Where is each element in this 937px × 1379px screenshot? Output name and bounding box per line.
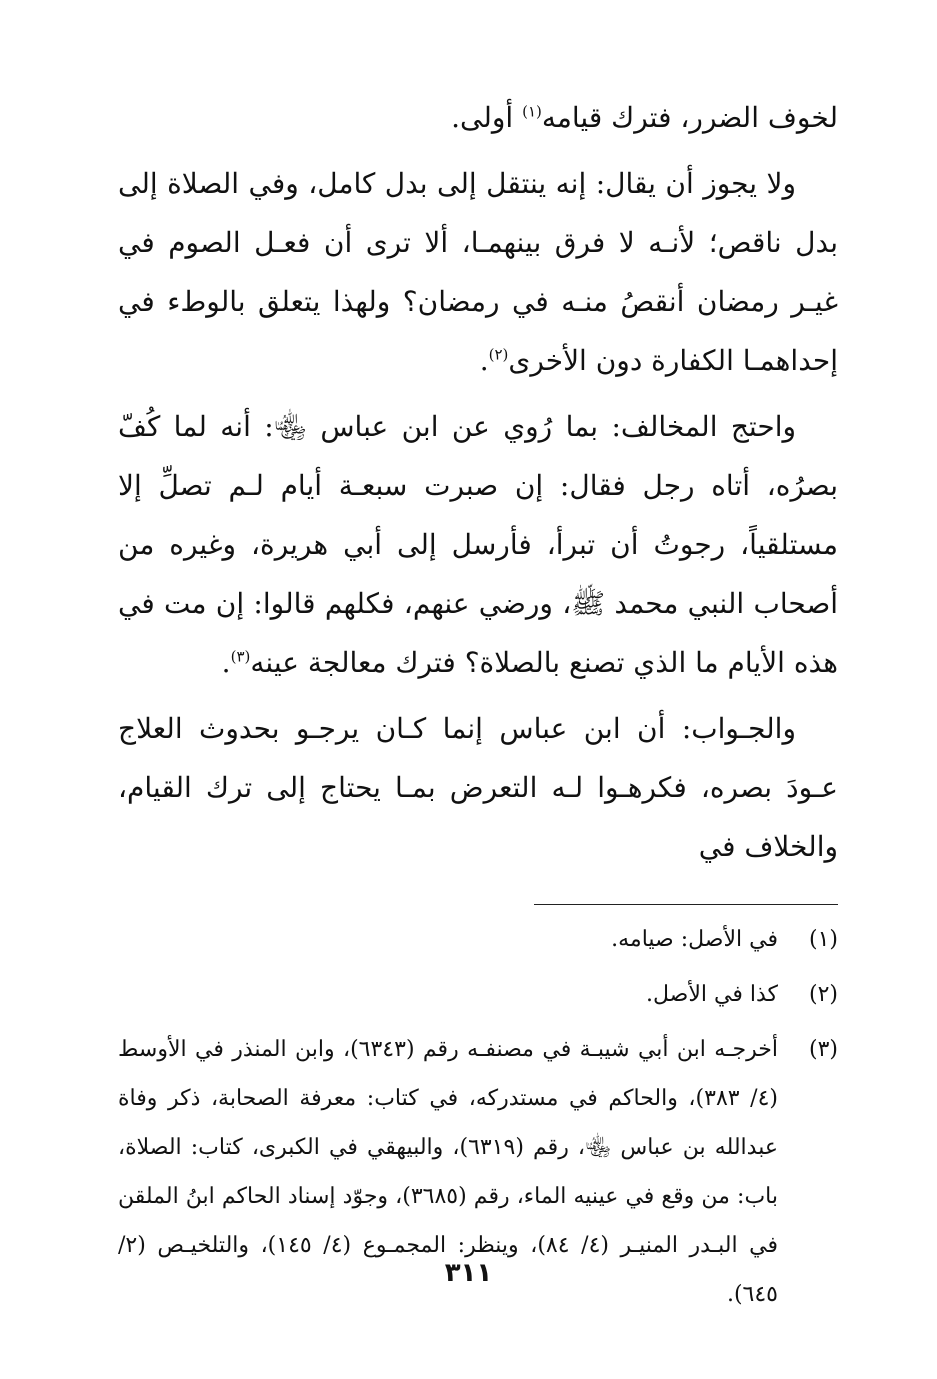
paragraph-2-tail: . bbox=[479, 344, 489, 377]
footnote-1 bbox=[118, 915, 838, 964]
footnote-number: (٣) bbox=[808, 1037, 838, 1062]
paragraph-1 bbox=[118, 88, 838, 147]
paragraph-2-text: ولا يجوز أن يقال: إنه ينتقل إلى بدل كامل، وفي الصلاة إلى بدل ناقص؛ لأنـه لا فرق بينهمـا، ألا ترى أن فعـل الصوم في غيـر رمضان أنقصُ منـه في رمضان؟ ولهذا يتعلق بالوطء في إحداهمـا الكفارة دون الأخرى bbox=[118, 167, 839, 377]
paragraph-3 bbox=[118, 397, 838, 692]
footnote-text: في الأصل: صيامه. bbox=[611, 927, 778, 952]
paragraph-4-text: والجـواب: أن ابن عباس إنما كـان يرجـو بحدوث العلاج عـودَ بصره، فكرهـوا لـه التعرض بمـا يحتاج إلى ترك القيام، والخلاف في bbox=[118, 712, 838, 863]
paragraph-2 bbox=[118, 154, 838, 390]
footnote-ref-3[interactable]: (٣) bbox=[230, 647, 251, 666]
footnote-2 bbox=[118, 970, 838, 1019]
paragraph-1-tail: أولى. bbox=[451, 101, 523, 134]
page-body bbox=[118, 88, 838, 1319]
paragraph-1-text: لخوف الضرر، فترك قيامه bbox=[541, 101, 838, 134]
footnote-text: كذا في الأصل. bbox=[646, 982, 778, 1007]
page-number: ٣١١ bbox=[444, 1258, 493, 1288]
footnote-ref-2[interactable]: (٢) bbox=[488, 345, 509, 364]
paragraph-3-tail: . bbox=[221, 646, 231, 679]
paragraph-4 bbox=[118, 699, 838, 876]
footnote-divider bbox=[534, 904, 838, 905]
paragraph-3-text: واحتج المخالف: بما رُوي عن ابن عباس ﵄: أنه لما كُفّ بصرُه، أتاه رجل فقال: إن صبرت سبعـة أيام لـم تصلِّ إلا مستلقياً، رجوتُ أن تبرأ، فأرسل إلى أبي هريرة، وغيره من أصحاب النبي محمد ﷺ، ورضي عنهم، فكلهم قالوا: إن مت في هذه الأيام ما الذي تصنع بالصلاة؟ فترك معالجة عينه bbox=[118, 410, 838, 679]
footnote-number: (١) bbox=[808, 927, 838, 952]
footnote-text: أخرجـه ابن أبي شيبـة في مصنفـه رقم (٦٣٤٣)، وابن المنذر في الأوسط (٤/ ٣٨٣)، والحاكم في مستدركه، في كتاب: معرفة الصحابة، ذكر وفاة عبدالله بن عباس ﵄، رقم (٦٣١٩)، والبيهقي في الكبرى، كتاب: الصلاة، باب: من وقع في عينيه الماء، رقم (٣٦٨٥)، وجوّد إسناد الحاكم ابنُ الملقن في البـدر المنيـر (٤/ ٨٤)، وينظر: المجمـوع (٤/ ١٤٥)، والتلخيـص (٢/ ٦٤٥). bbox=[118, 1037, 779, 1307]
footnote-ref-1[interactable]: (١) bbox=[522, 102, 542, 121]
footnote-number: (٢) bbox=[808, 982, 838, 1007]
main-text bbox=[118, 88, 838, 876]
